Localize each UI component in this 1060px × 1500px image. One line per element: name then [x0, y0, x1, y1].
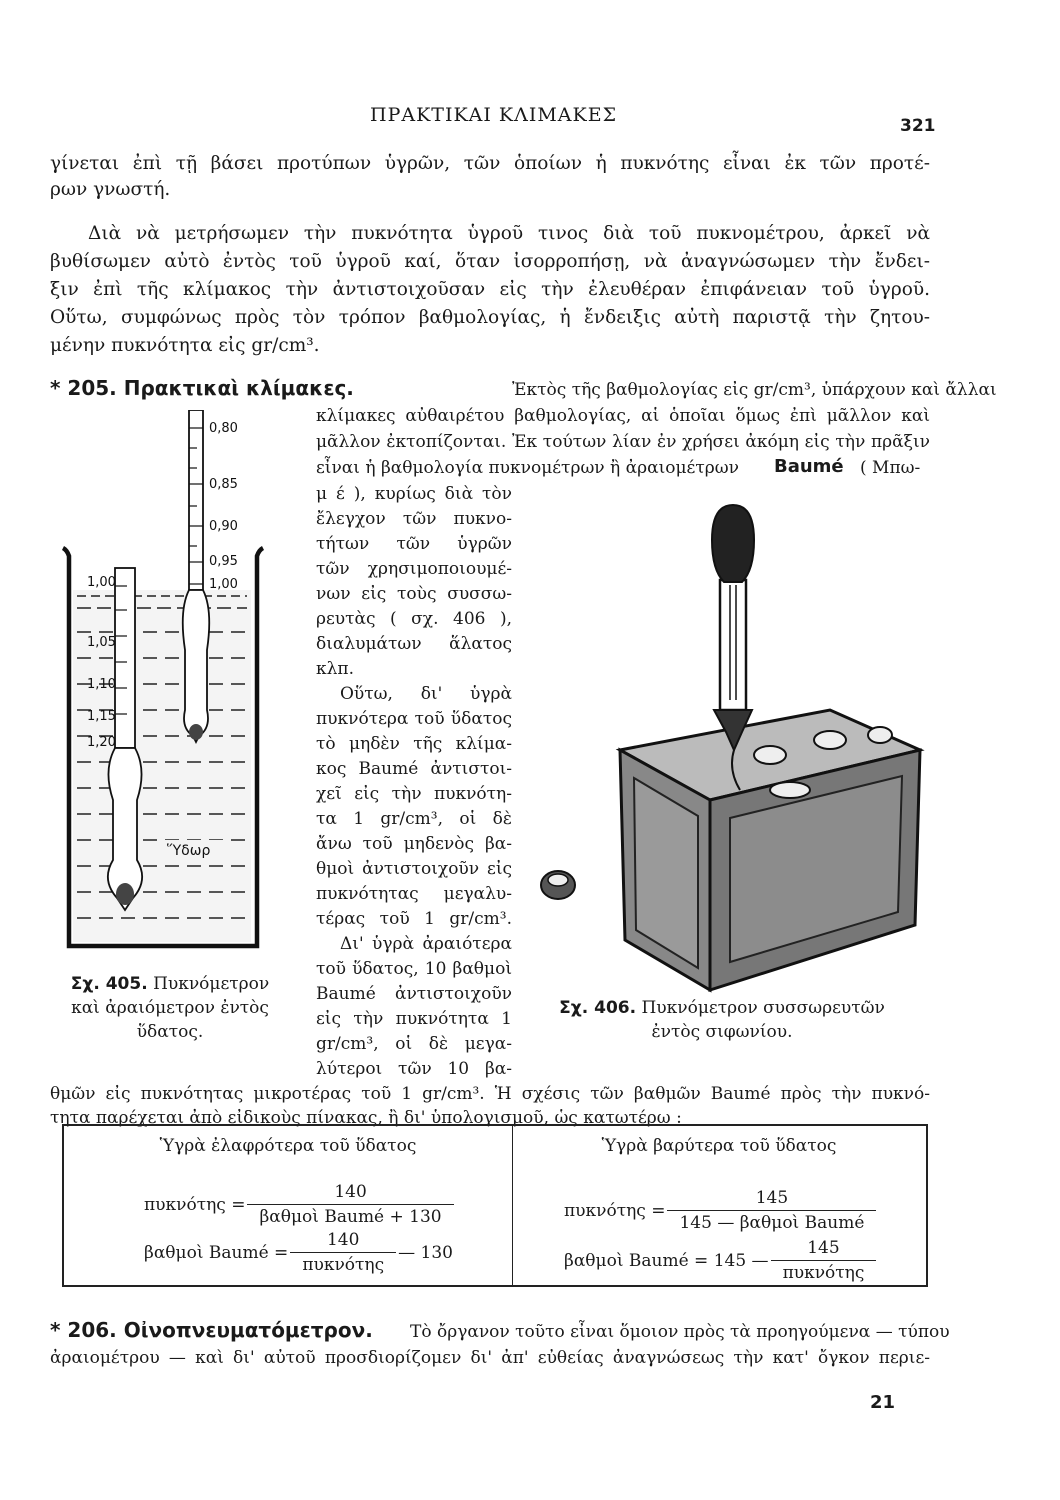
denominator: πυκνότης [782, 1263, 865, 1283]
narrow-line: ρευτὰς ( σχ. 406 ), [316, 609, 512, 629]
section-206-heading: * 206. Οἰνοπνευματόμετρον. [50, 1318, 373, 1342]
baume-bold: Baumé [774, 456, 844, 477]
narrow-line: κος Baumé ἀντιστοι- [316, 759, 512, 779]
caption-text: ὕδατος. [136, 1022, 204, 1042]
narrow-line: θμοὶ ἀντιστοιχοῦν εἰς [316, 859, 512, 879]
water-label: Ὕδωρ [167, 843, 211, 859]
intro-line: βυθίσωμεν αὐτὸ ἐντὸς τοῦ ὑγροῦ καί, ὅταν ἰσορροπήσῃ, νὰ ἀναγνώσωμεν τὴν ἔνδει- [50, 251, 930, 272]
narrow-line: Οὕτω, δι' ὑγρὰ [340, 684, 512, 704]
running-header: ΠΡΑΚΤΙΚΑΙ ΚΛΙΜΑΚΕΣ [370, 104, 618, 126]
formula-baume-heavy [564, 1238, 870, 1283]
table-header-right: Ὑγρὰ βαρύτερα τοῦ ὕδατος [601, 1136, 837, 1156]
fraction [673, 1188, 870, 1233]
narrow-line: τὸ μηδὲν τῆς κλίμα- [316, 734, 512, 754]
fraction [296, 1230, 390, 1275]
denominator: πυκνότης [302, 1255, 385, 1275]
density-label: 1,15 [87, 709, 116, 724]
figure-405-caption [50, 972, 290, 1044]
numerator: 145 [771, 1238, 877, 1261]
caption-text: καὶ ἀραιόμετρον ἐντὸς [71, 998, 269, 1018]
narrow-line: κλπ. [316, 659, 354, 679]
intro-line: ξιν ἐπὶ τῆς κλίμακος τὴν ἀντιστοιχοῦσαν εἰς τὴν ἐλευθέραν ἐπιφάνειαν τοῦ ὑγροῦ. [50, 279, 930, 300]
caption-label: Σχ. 405. [70, 974, 148, 994]
caption-label: Σχ. 406. [559, 998, 637, 1018]
section-205-text: εἶναι ἡ βαθμολογία πυκνομέτρων ἢ ἀραιομέτρων [316, 458, 739, 478]
intro-line: μένην πυκνότητα εἰς gr/cm³. [50, 335, 320, 356]
formula-density-light [144, 1182, 448, 1227]
formula-lhs: πυκνότης = [144, 1194, 246, 1215]
narrow-line: τήτων τῶν ὑγρῶν [316, 534, 512, 554]
fraction [253, 1182, 447, 1227]
scale-label: 1,00 [209, 577, 238, 592]
denominator: βαθμοὶ Baumé + 130 [259, 1207, 442, 1227]
baume-formula-table [62, 1124, 928, 1287]
narrow-line: νων εἰς τοὺς συσσω- [316, 584, 512, 604]
section-206-text: Τὸ ὄργανον τοῦτο εἶναι ὅμοιον πρὸς τὰ προηγούμενα — τύπου [410, 1322, 950, 1342]
formula-baume-light [144, 1230, 453, 1275]
intro-line: Οὕτω, συμφώνως πρὸς τὸν τρόπον βαθμολογίας, ἡ ἔνδειξις αὐτὴ παριστᾷ τὴν ζητου- [50, 307, 930, 328]
caption-text: Πυκνόμετρον [153, 974, 270, 994]
signature-mark: 21 [870, 1392, 896, 1413]
formula-tail: — 130 [398, 1242, 453, 1263]
figure-405-illustration [55, 410, 270, 955]
narrow-line: λύτεροι τῶν 10 βα- [316, 1059, 512, 1079]
fraction [777, 1238, 871, 1283]
narrow-line: χεῖ εἰς τὴν πυκνότη- [316, 784, 512, 804]
narrow-line: πυκνότητας μεγαλυ- [316, 884, 512, 904]
narrow-line: Baumé ἀντιστοιχοῦν [316, 984, 512, 1004]
page-number: 321 [900, 116, 936, 136]
caption-text: Πυκνόμετρον συσσωρευτῶν [641, 998, 885, 1018]
table-header-left: Ὑγρὰ ἐλαφρότερα τοῦ ὕδατος [159, 1136, 417, 1156]
section-205-text: Ἐκτὸς τῆς βαθμολογίας εἰς gr/cm³, ὑπάρχουν καὶ ἄλλαι [512, 380, 997, 400]
narrow-line: Δι' ὑγρὰ ἀραιότερα [340, 934, 512, 954]
section-206-text: ἀραιομέτρου — καὶ δι' αὐτοῦ προσδιορίζομεν δι' ἀπ' εὐθείας ἀναγνώσεως τὴν κατ' ὄγκον περιε- [50, 1348, 930, 1368]
density-label: 1,05 [87, 635, 116, 650]
section-205-heading: * 205. Πρακτικαὶ κλίμακες. [50, 376, 354, 400]
caption-text: ἐντὸς σιφωνίου. [651, 1022, 793, 1042]
areometer-right [183, 410, 210, 742]
scale-label: 0,90 [209, 519, 238, 534]
density-label: 1,10 [87, 677, 116, 692]
closing-line: θμῶν εἰς πυκνότητας μικροτέρας τοῦ 1 gr/cm³. Ἡ σχέσις τῶν βαθμῶν Baumé πρὸς τὴν πυκνό- [50, 1084, 930, 1104]
narrow-line: μ έ ), κυρίως διὰ τὸν [316, 484, 512, 504]
closing-line: τητα παρέχεται ἀπὸ εἰδικοὺς πίνακας, ἢ δι' ὑπολογισμοῦ, ὡς κατωτέρω : [50, 1108, 682, 1128]
section-205-text: ( Μπω- [860, 458, 921, 478]
narrow-line: τοῦ ὕδατος, 10 βαθμοὶ [316, 959, 512, 979]
scale-label: 0,85 [209, 477, 238, 492]
scale-label: 0,95 [209, 554, 238, 569]
narrow-line: ἔλεγχον τῶν πυκνο- [316, 509, 512, 529]
intro-line: Διὰ νὰ μετρήσωμεν τὴν πυκνότητα ὑγροῦ τινος διὰ τοῦ πυκνομέτρου, ἀρκεῖ νὰ [88, 223, 930, 244]
denominator: 145 — βαθμοὶ Baumé [679, 1213, 865, 1233]
density-label: 1,20 [87, 735, 116, 750]
numerator: 145 [667, 1188, 876, 1211]
formula-lhs: βαθμοὶ Baumé = 145 — [564, 1250, 769, 1271]
intro-line: γίνεται ἐπὶ τῇ βάσει προτύπων ὑγρῶν, τῶν ὁποίων ἡ πυκνότης εἶναι ἐκ τῶν προτέ- [50, 153, 930, 174]
narrow-line: πυκνότερα τοῦ ὕδατος [316, 709, 512, 729]
intro-line: ρων γνωστή. [50, 179, 171, 200]
narrow-line: ἄνω τοῦ μηδενὸς βα- [316, 834, 512, 854]
narrow-line: εἰς τὴν πυκνότητα 1 [316, 1009, 512, 1029]
narrow-line: τῶν χρησιμοποιουμέ- [316, 559, 512, 579]
narrow-line: διαλυμάτων ἅλατος [316, 634, 512, 654]
scale-label: 0,80 [209, 421, 238, 436]
density-label: 1,00 [87, 575, 116, 590]
numerator: 140 [290, 1230, 396, 1253]
narrow-line: gr/cm³, οἱ δὲ μεγα- [316, 1034, 512, 1054]
formula-lhs: βαθμοὶ Baumé = [144, 1242, 289, 1263]
section-205-text: μᾶλλον ἐκτοπίζονται. Ἐκ τούτων λίαν ἐν χρήσει ἀκόμη εἰς τὴν πρᾶξιν [316, 432, 930, 452]
section-205-text: κλίμακες αὐθαιρέτου βαθμολογίας, αἱ ὁποῖαι ὅμως ἐπὶ μᾶλλον καὶ [316, 406, 930, 426]
narrow-line: τέρας τοῦ 1 gr/cm³. [316, 909, 512, 929]
formula-density-heavy [564, 1188, 870, 1233]
figure-406-caption [552, 996, 892, 1044]
formula-lhs: πυκνότης = [564, 1200, 666, 1221]
narrow-line: τα 1 gr/cm³, οἱ δὲ [316, 809, 512, 829]
figure-406-illustration [530, 500, 930, 1000]
numerator: 140 [247, 1182, 453, 1205]
